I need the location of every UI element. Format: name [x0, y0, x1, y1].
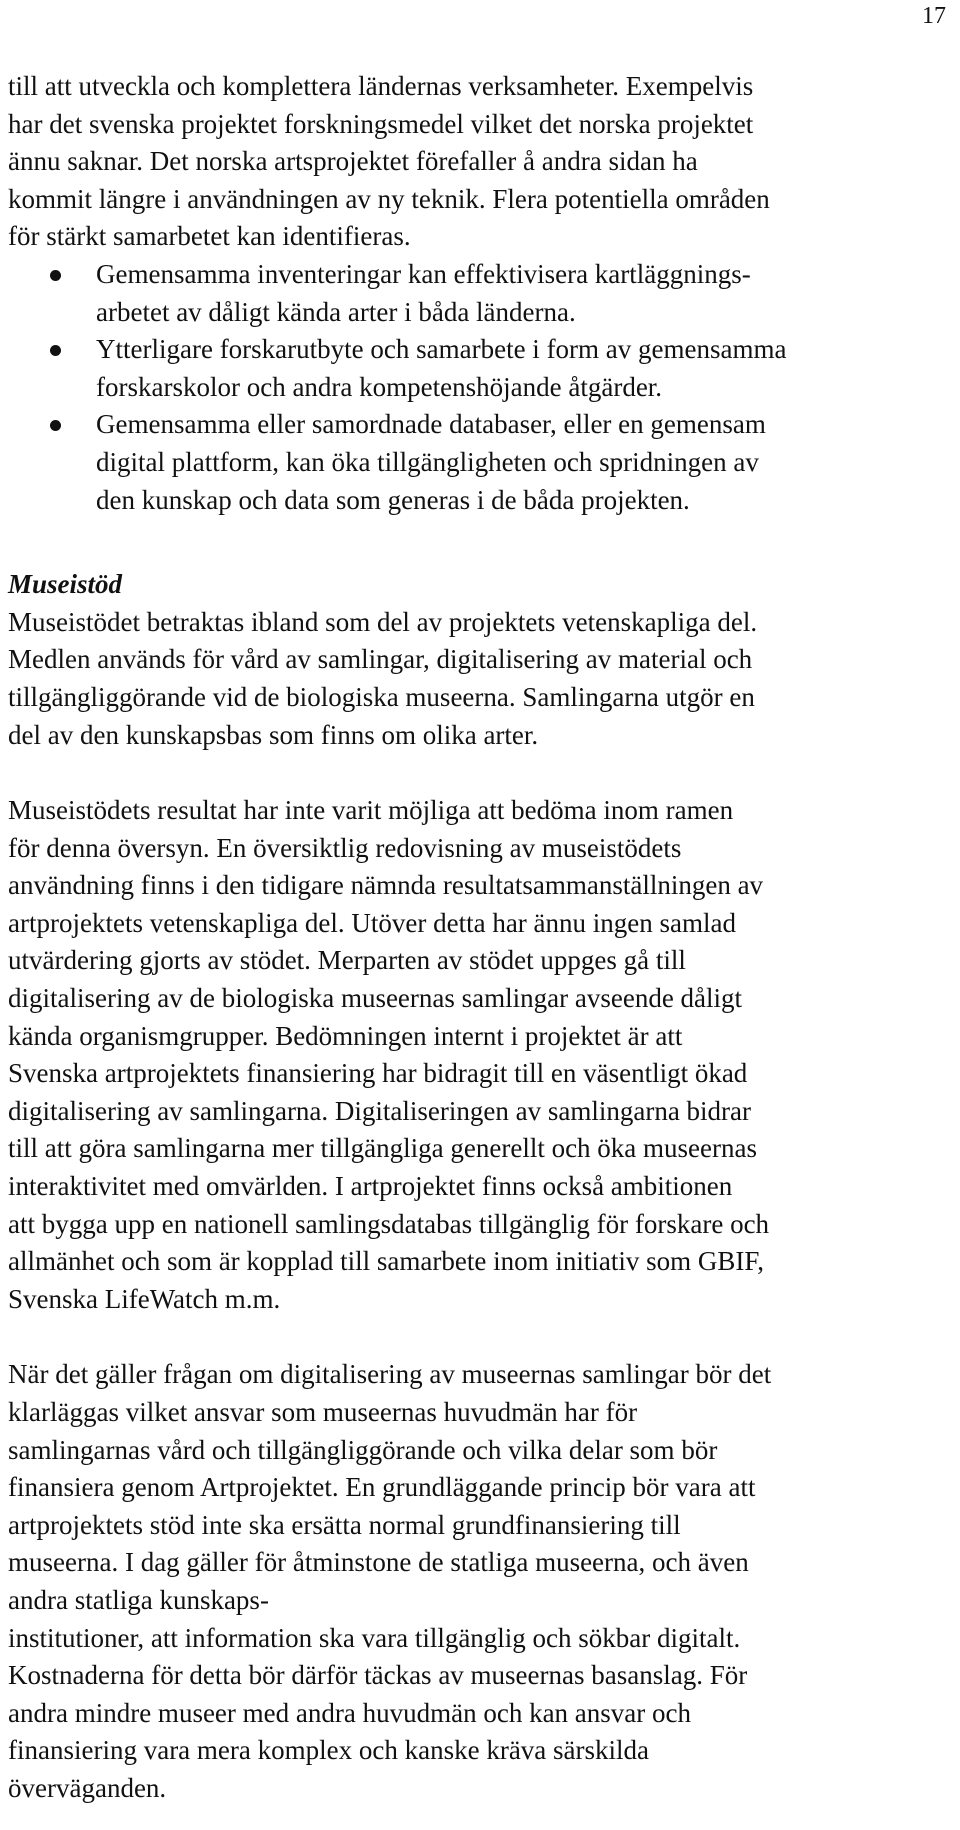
text-line: kommit längre i användningen av ny teknik. Flera potentiella områden	[8, 183, 770, 214]
bullet-dot-icon	[50, 345, 61, 356]
text-line: digitalisering av samlingarna. Digitaliseringen av samlingarna bidrar	[8, 1095, 752, 1126]
text-line: digital plattform, kan öka tillgängligheten och spridningen av	[96, 446, 759, 477]
text-line: utvärdering gjorts av stödet. Merparten av stödet uppges gå till	[8, 945, 686, 976]
text-line: för denna översyn. En översiktlig redovisning av museistödets	[8, 832, 682, 863]
text-line: kända organismgrupper. Bedömningen internt i projektet är att	[8, 1020, 683, 1051]
text-line: samlingarnas vård och tillgängliggörande och vilka delar som bör	[8, 1434, 718, 1465]
text-line: artprojektets stöd inte ska ersätta normal grundfinansiering till	[8, 1509, 681, 1540]
text-line: den kunskap och data som generas i de båda projekten.	[96, 484, 690, 515]
text-line: för stärkt samarbetet kan identifieras.	[8, 221, 411, 252]
text-line: har det svenska projektet forskningsmedel vilket det norska projektet	[8, 108, 754, 139]
page-number: 17	[922, 3, 946, 29]
bullet-dot-icon	[50, 420, 61, 431]
paragraph	[8, 792, 948, 1318]
section-heading: Museistöd	[8, 569, 123, 600]
text-line: klarläggas vilket ansvar som museernas huvudmän har för	[8, 1397, 638, 1427]
bullet-item	[8, 331, 948, 406]
text-line: till att utveckla och komplettera ländernas verksamheter. Exempelvis	[8, 71, 754, 101]
text-line: allmänhet och som är kopplad till samarbete inom initiativ som GBIF,	[8, 1246, 764, 1277]
bullet-item	[8, 406, 948, 519]
text-line: Medlen används för vård av samlingar, digitalisering av material och	[8, 644, 753, 675]
text-line: att bygga upp en nationell samlingsdatabas tillgänglig för forskare och	[8, 1208, 770, 1239]
text-line: forskarskolor och andra kompetenshöjande åtgärder.	[96, 371, 663, 402]
text-line: Museistödet betraktas ibland som del av projektets vetenskapliga del.	[8, 606, 758, 637]
text-line: finansiering vara mera komplex och kanske kräva särskilda	[8, 1735, 650, 1766]
text-line: del av den kunskapsbas som finns om olika arter.	[8, 719, 539, 750]
text-line: digitalisering av de biologiska museernas samlingar avseende dåligt	[8, 983, 743, 1014]
text-line: finansiera genom Artprojektet. En grundläggande princip bör vara att	[8, 1472, 756, 1503]
bullet-list	[8, 256, 948, 519]
document-body	[8, 68, 948, 1808]
paragraph	[8, 1356, 948, 1807]
text-line: När det gäller frågan om digitalisering av museernas samlingar bör det	[8, 1359, 772, 1390]
text-line: andra statliga kunskaps-	[8, 1584, 269, 1615]
bullet-dot-icon	[50, 270, 61, 281]
text-line: Svenska artprojektets finansiering har bidragit till en väsentligt ökad	[8, 1058, 748, 1089]
text-line: ännu saknar. Det norska artsprojektet förefaller å andra sidan ha	[8, 146, 698, 177]
text-line: artprojektets vetenskapliga del. Utöver detta har ännu ingen samlad	[8, 907, 736, 938]
text-line: Kostnaderna för detta bör därför täckas av museernas basanslag. För	[8, 1660, 748, 1691]
text-line: arbetet av dåligt kända arter i båda länderna.	[96, 296, 576, 327]
text-line: tillgängliggörande vid de biologiska museerna. Samlingarna utgör en	[8, 681, 755, 712]
text-line: Svenska LifeWatch m.m.	[8, 1283, 281, 1314]
intro-paragraph	[8, 68, 948, 256]
text-line: institutioner, att information ska vara tillgänglig och sökbar digitalt.	[8, 1622, 741, 1653]
text-line: Museistödets resultat har inte varit möjliga att bedöma inom ramen	[8, 795, 734, 826]
text-line: Gemensamma eller samordnade databaser, eller en gemensam	[96, 409, 766, 440]
text-line: användning finns i den tidigare nämnda resultatsammanställningen av	[8, 870, 764, 901]
text-line: Gemensamma inventeringar kan effektivisera kartläggnings-	[96, 258, 751, 289]
text-line: Ytterligare forskarutbyte och samarbete i form av gemensamma	[96, 334, 787, 365]
section-body	[8, 604, 948, 1808]
text-line: till att göra samlingarna mer tillgängliga generellt och öka museernas	[8, 1133, 757, 1164]
text-line: överväganden.	[8, 1772, 167, 1803]
bullet-item	[8, 256, 948, 331]
paragraph	[8, 604, 948, 754]
text-line: andra mindre museer med andra huvudmän och kan ansvar och	[8, 1697, 692, 1728]
text-line: interaktivitet med omvärlden. I artprojektet finns också ambitionen	[8, 1171, 733, 1202]
text-line: museerna. I dag gäller för åtminstone de statliga museerna, och även	[8, 1547, 749, 1578]
